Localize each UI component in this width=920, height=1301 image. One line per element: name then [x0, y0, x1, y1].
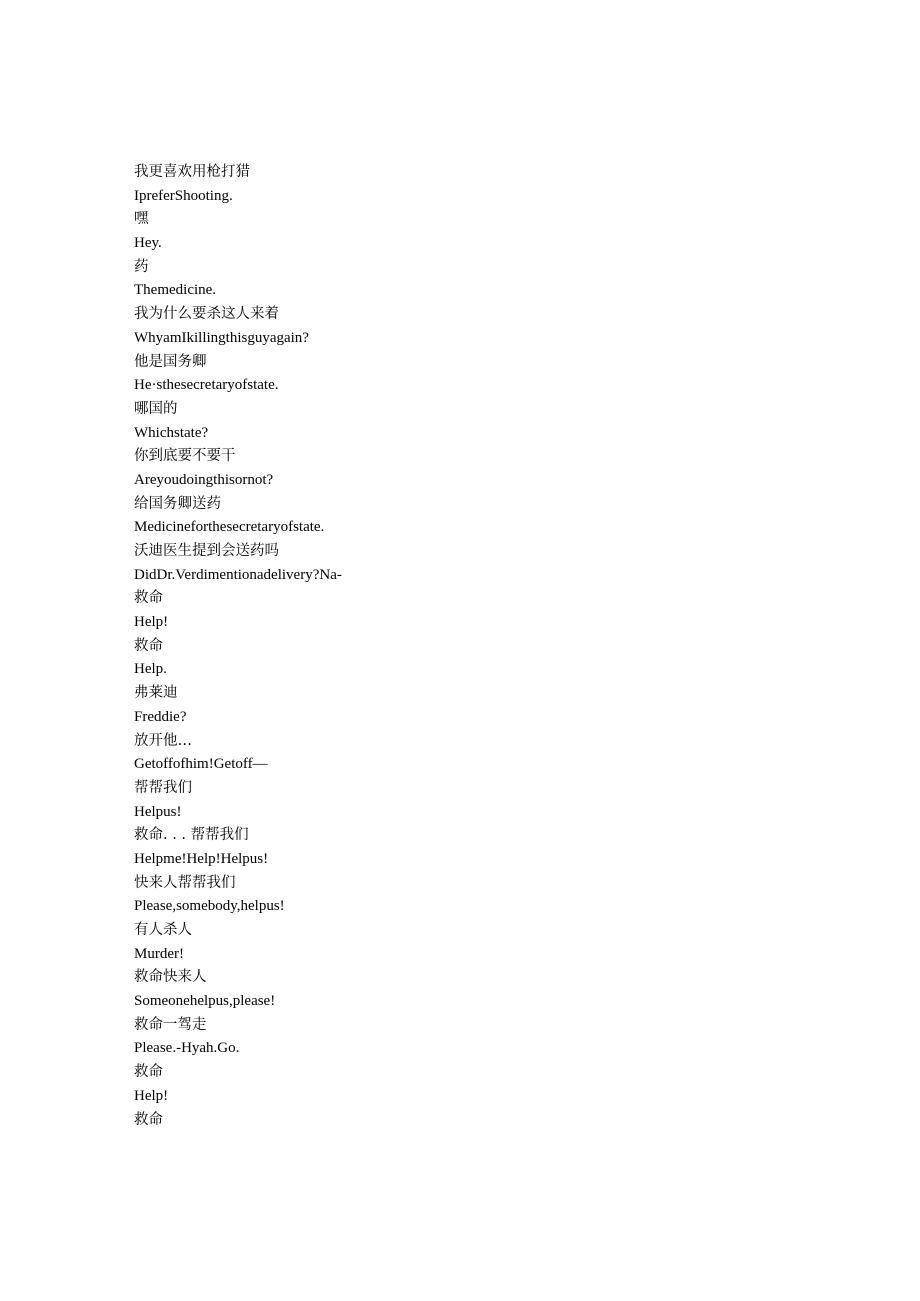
subtitle-line-zh: 救命	[134, 1064, 163, 1081]
subtitle-line-en: He·sthesecretaryofstate.	[134, 377, 279, 394]
subtitle-line-zh: 他是国务卿	[134, 353, 207, 370]
subtitle-line-en: Areyoudoingthisornot?	[134, 471, 274, 488]
subtitle-line-en: DidDr.Verdimentionadelivery?Na-	[134, 566, 342, 583]
subtitle-line-zh: 给国务卿送药	[134, 495, 221, 512]
subtitle-line-zh: 救命一驾走	[134, 1016, 207, 1033]
subtitle-line-en: IpreferShooting.	[134, 187, 233, 204]
subtitle-line-zh: 救命	[134, 1111, 163, 1128]
subtitle-line-en: Help!	[134, 614, 169, 631]
subtitle-line-en: Freddie?	[134, 708, 187, 725]
subtitle-line-en: Helpme!Help!Helpus!	[134, 850, 269, 867]
subtitle-line-zh: 放开他…	[134, 732, 192, 749]
subtitle-line-zh: 嘿	[134, 211, 149, 228]
subtitle-line-zh: 有人杀人	[134, 922, 192, 938]
subtitle-line-en: Medicineforthesecretaryofstate.	[134, 519, 325, 536]
subtitle-line-en: Hey.	[134, 235, 162, 252]
subtitle-line-en: Themedicine.	[134, 282, 217, 299]
subtitle-line-zh: 药	[134, 258, 149, 275]
subtitle-line-zh: 帮帮我们	[134, 779, 192, 796]
subtitle-line-en: Getoffofhim!Getoff—	[134, 756, 268, 773]
subtitle-line-zh: 我更喜欢用枪打猎	[134, 164, 250, 180]
subtitle-line-zh: 快来人帮帮我们	[134, 874, 236, 891]
subtitle-line-en: Please,somebody,helpus!	[134, 898, 285, 915]
subtitle-line-zh: 救命. . . 帮帮我们	[134, 827, 249, 844]
subtitle-line-zh: 救命	[134, 637, 163, 654]
subtitle-line-en: Please.-Hyah.Go.	[134, 1040, 240, 1057]
subtitle-line-en: Someonehelpus,please!	[134, 993, 276, 1010]
subtitle-line-en: Murder!	[134, 945, 184, 962]
subtitle-line-zh: 救命	[134, 590, 163, 607]
subtitle-line-zh: 救命快来人	[134, 969, 207, 986]
subtitle-line-en: Helpus!	[134, 803, 182, 820]
subtitle-line-zh: 你到底要不要干	[134, 448, 236, 465]
subtitle-line-en: Help!	[134, 1087, 169, 1104]
subtitle-list	[134, 161, 342, 1132]
subtitle-line-zh: 弗莱迪	[134, 685, 178, 702]
subtitle-line-en: Whichstate?	[134, 424, 209, 441]
subtitle-line-zh: 沃迪医生提到会送药吗	[134, 543, 279, 559]
subtitle-line-en: WhyamIkillingthisguyagain?	[134, 329, 309, 346]
subtitle-line-zh: 我为什么要杀这人来着	[134, 306, 279, 323]
subtitle-line-zh: 哪国的	[134, 400, 178, 417]
subtitle-line-en: Help.	[134, 661, 167, 678]
